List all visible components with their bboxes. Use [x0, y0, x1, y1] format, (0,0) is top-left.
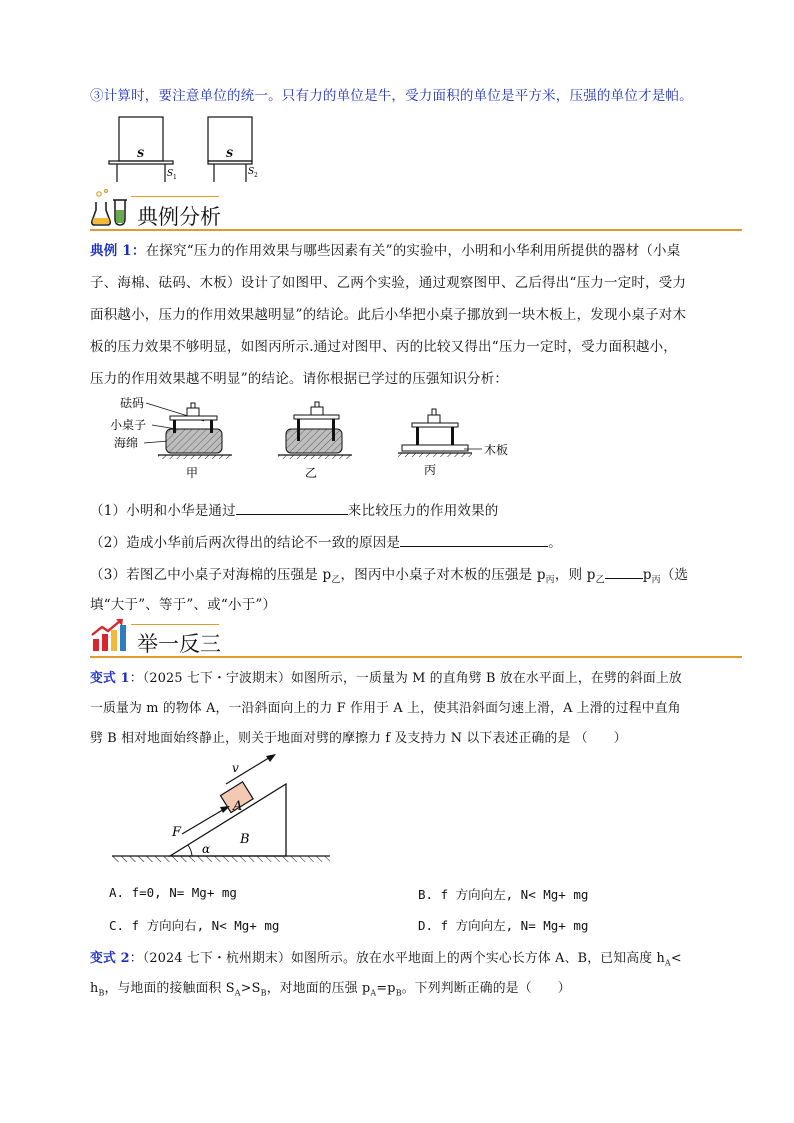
flask-icon: [90, 188, 130, 228]
label-table: 小桌子: [110, 418, 147, 432]
bar-chart-arrow-icon: [90, 617, 128, 653]
q2-answer-blank[interactable]: [400, 534, 548, 547]
option-a[interactable]: A. f=0, N= Mg+ mg: [109, 885, 237, 900]
question-3: （3）若图乙中小桌子对海棉的压强是 $p_乙$，图丙中小桌子对木板的压强是 $p_丙$，则 $p_乙$ $p_丙$（选: [90, 567, 689, 586]
s2-label: S: [248, 167, 255, 177]
variant1-prefix: 变式 1: [90, 671, 130, 686]
section1-top-rule: [131, 196, 219, 197]
question-2: （2）造成小华前后两次得出的结论不一致的原因是 。: [90, 535, 562, 551]
option-b[interactable]: B. f 方向向左, N< Mg+ mg: [418, 887, 589, 902]
variant1-line2: 一质量为 m 的物体 A，一沿斜面向上的力 F 作用于 A 上，使其沿斜面匀速上滑，A 上滑的过程中直角: [90, 701, 681, 716]
example1-prefix: 典例 1: [90, 243, 132, 259]
variant2-line1: 变式 2：（2024 七下・杭州期末）如图所示。放在水平地面上的两个实心长方体 A、B，已知高度 $h_A<$: [90, 951, 682, 968]
s1-sub: 1: [173, 174, 177, 181]
question-3-line2: 填“大于”、等于”、或“小于”）: [90, 597, 277, 613]
variant1-line3: 劈 B 相对地面始终静止，则关于地面对劈的摩擦力 f 及支持力 N 以下表述正确的是 （ ）: [90, 731, 627, 746]
example1-line1: [90, 239, 680, 259]
variant2-prefix: 变式 2: [90, 951, 130, 966]
unit-note: ③计算时，要注意单位的统一。只有力的单位是牛，受力面积的单位是平方米，压强的单位才是帕。: [90, 88, 693, 104]
caption-bing: 丙: [424, 463, 437, 477]
example1-line2: 子、海棉、砝码、木板）设计了如图甲、乙两个实验，通过观察图甲、乙后得出“压力一定时，受力: [90, 275, 687, 291]
wedge-b-label: B: [240, 832, 250, 847]
force-label: F: [172, 825, 182, 840]
block-s-label-right: S: [226, 149, 234, 160]
caption-jia: 甲: [186, 466, 199, 480]
velocity-label: v: [232, 761, 239, 775]
section1-bottom-rule: [90, 229, 742, 231]
option-d[interactable]: D. f 方向向左, N= Mg+ mg: [418, 918, 589, 933]
q3-answer-blank[interactable]: [605, 566, 643, 579]
section1-title: 典例分析: [137, 205, 221, 229]
question-1: （1）小明和小华是通过 来比较压力的作用效果的: [90, 503, 499, 519]
section2-top-rule: [131, 624, 219, 625]
figure-experiment: [108, 393, 528, 483]
example1-text1: 在探究“压力的作用效果与哪些因素有关”的实验中，小明和小华利用所提供的器材（小桌: [145, 243, 681, 259]
variant2-line2: $h_B$，与地面的接触面积 $S_A>S_B$，对地面的压强 $p_A=p_B$。下列判断正确的是（ ）: [90, 981, 571, 998]
figure-wedge: [108, 750, 340, 870]
example1-line4: 板的压力效果不够明显，如图丙所示.通过对图甲、丙的比较又得出“压力一定时，受力面积越小，: [90, 339, 677, 355]
section2-bottom-rule: [90, 656, 742, 658]
q1-answer-blank[interactable]: [236, 502, 348, 515]
block-a-label: A: [233, 799, 243, 814]
example1-line5: 压力的作用效果越不明显”的结论。请你根据已学过的压强知识分析：: [90, 371, 509, 387]
s1-label: S: [167, 169, 174, 179]
label-board: 木板: [484, 443, 509, 457]
s2-sub: 2: [254, 172, 258, 179]
option-c[interactable]: C. f 方向向右, N< Mg+ mg: [109, 918, 280, 933]
section2-title: 举一反三: [137, 632, 221, 656]
label-weight: 砝码: [120, 396, 145, 410]
block-s-label-left: S: [137, 149, 145, 160]
variant1-line1: 变式 1：（2025 七下・宁波期末）如图所示，一质量为 M 的直角劈 B 放在水平面上，在劈的斜面上放: [90, 671, 682, 686]
caption-yi: 乙: [305, 466, 318, 480]
figure-pressure-blocks: [105, 112, 275, 187]
angle-alpha: α: [202, 842, 211, 856]
example1-colon: ：: [131, 243, 146, 259]
label-sponge: 海绵: [114, 436, 139, 450]
example1-line3: 面积越小，压力的作用效果越明显”的结论。此后小华把小桌子挪放到一块木板上，发现小桌子对木: [90, 307, 687, 323]
